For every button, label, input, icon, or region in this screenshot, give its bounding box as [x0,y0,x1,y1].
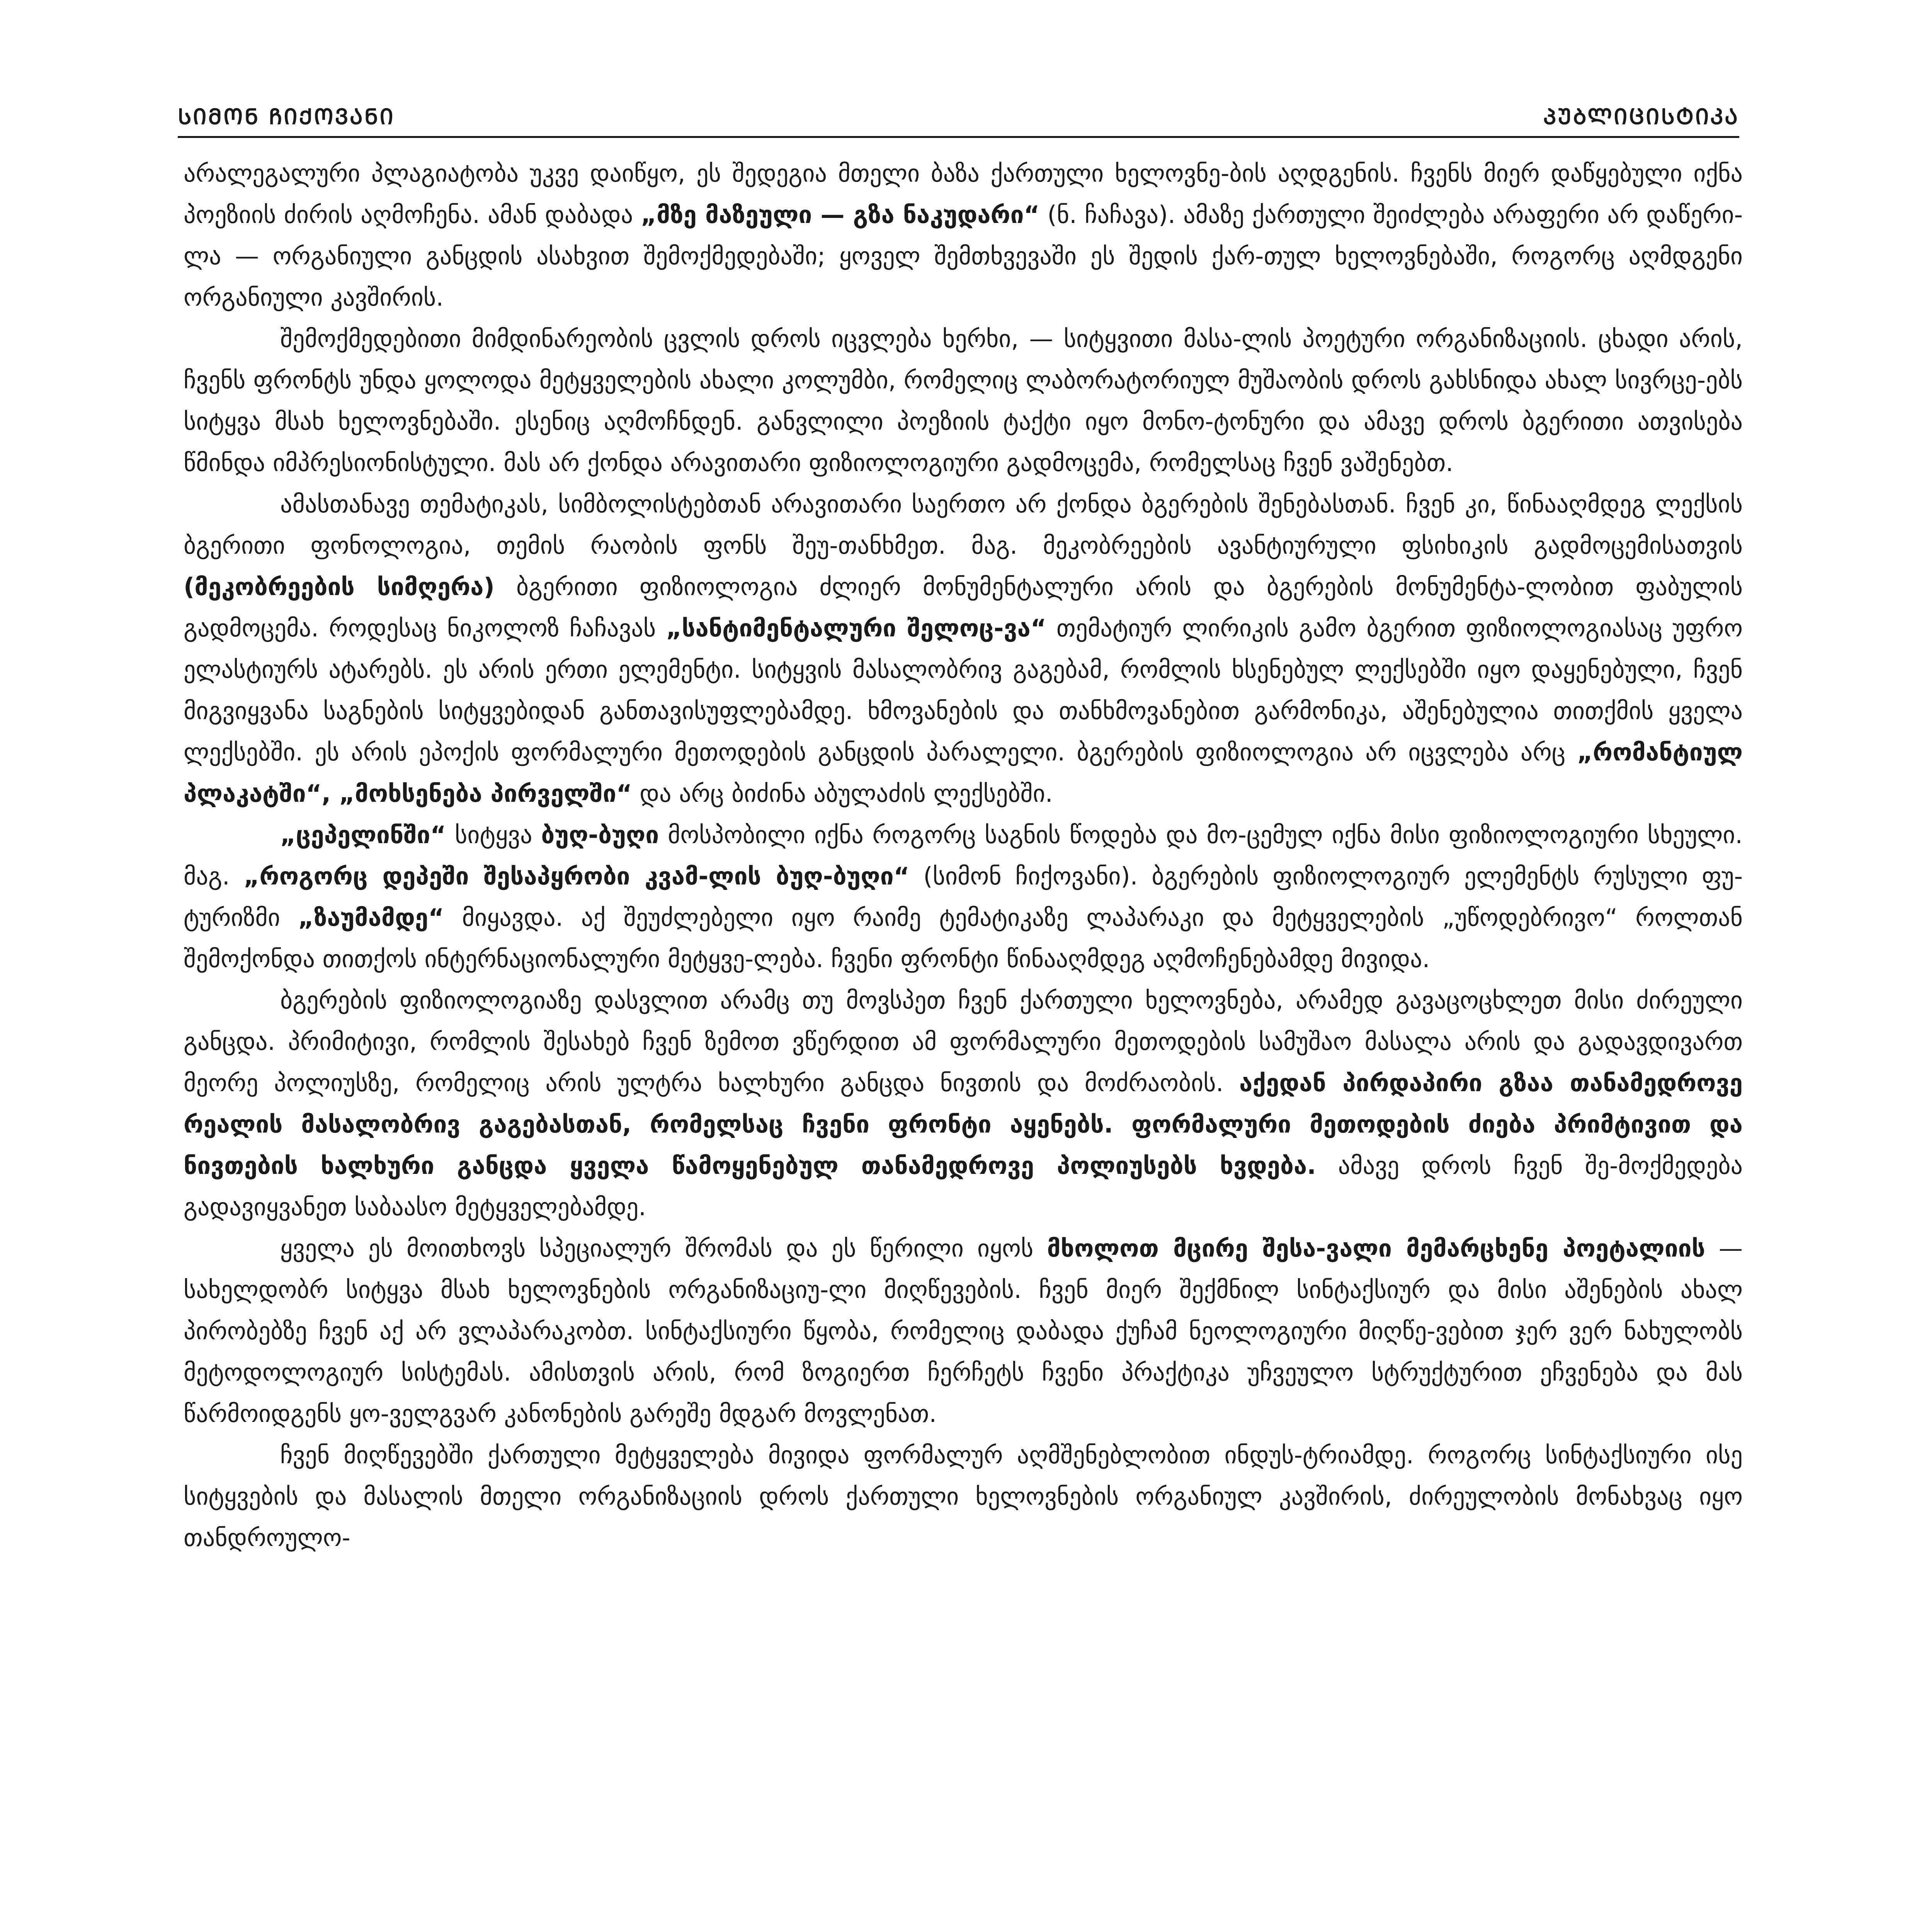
paragraph [184,980,1743,1228]
paragraph [184,1434,1743,1558]
header-section: ᲞᲣᲑᲚᲘᲪᲘᲡᲢᲘᲙᲐ [1543,104,1739,129]
text-run: მიყავდა. აქ შეუძლებელი იყო რაიმე ტემატიკაზე ლაპარაკი და მეტყველების „უწოდებრივო“ როლთან შემოქონდა თითქოს ინტერნაციონალური მეტყვე-ლება. ჩვენი ფრონტი წინააღმდეგ აღმოჩენებამდე მივიდა. [184,903,1743,973]
bold-text-run: „ცეპელინში“ [280,821,446,849]
text-run: (ნ. ჩაჩავა). ამაზე ქართული შეიძლება არაფერი არ დაწერი-ლა — ორგანიული განცდის ასახვით შემოქმედებაში; ყოველ შემთხვევაში ეს შედის ქარ-თულ ხელოვნებაში, როგორც აღმდგენი ორგანიული კავშირის. [184,201,1743,311]
bold-text-run: (მეკობრეების სიმღერა) [184,573,495,601]
header-rule [178,136,1739,138]
text-run: სიტყვა [446,821,541,849]
running-header [178,100,1739,131]
paragraph [184,483,1743,814]
bold-text-run: აქედან პირდაპირი გზაა თანამედროვე რეალის მასალობრივ გაგებასთან, რომელსაც ჩვენი ფრონტი აყენებს. ფორმალური მეთოდების ძიება პრიმტივით და ნივთების ხალხური განცდა ყველა წამოყენებულ თანამედროვე პოლიუსებს ხვდება. [184,1069,1743,1180]
bold-text-run: „როგორც დეპეში შესაპყრობი კვამ-ლის ბუღ-ბუღი“ [243,862,910,890]
text-run: შემოქმედებითი მიმდინარეობის ცვლის დროს იცვლება ხერხი, — სიტყვითი მასა-ლის პოეტური ორგანიზაციის. ცხადი არის, ჩვენს ფრონტს უნდა ყოლოდა მეტყველების ახალი კოლუმბი, რომელიც ლაბორატორიულ მუშაობის დროს გახსნიდა ახალ სივრცე-ებს სიტყვა მსახ ხელოვნებაში. ესენიც აღმოჩნდენ. განვლილი პოეზიის ტაქტი იყო მონო-ტონური და ამავე დროს ბგერითი ათვისება წმინდა იმპრესიონისტული. მას არ ქონდა არავითარი ფიზიოლოგიური გადმოცემა, რომელსაც ჩვენ ვაშენებთ. [184,325,1743,477]
paragraph [184,318,1743,483]
paragraph [184,814,1743,980]
text-run: ბგერების ფიზიოლოგიაზე დასვლით არამც თუ მოვსპეთ ჩვენ ქართული ხელოვნება, არამედ გავაცოცხლეთ მისი ძირეული განცდა. პრიმიტივი, რომლის შესახებ ჩვენ ზემოთ ვწერდით ამ ფორმალური მეთოდების სამუშაო მასალა არის და გადავდივართ მეორე პოლიუსზე, რომელიც არის ულტრა ხალხური განცდა ნივთის და მოძრაობის. [184,986,1743,1097]
bold-text-run: „რომანტიულ პლაკატში“, „მოხსენება პირველში“ [184,738,1743,808]
bold-text-run: „ზაუმამდე“ [298,903,444,932]
bold-text-run: ბუღ-ბუღი [541,821,659,849]
text-run: მოსპობილი იქნა როგორც საგნის წოდება და მო-ცემულ იქნა მისი ფიზიოლოგიური სხეული. მაგ. [184,821,1743,890]
text-run: ჩვენ მიღწევებში ქართული მეტყველება მივიდა ფორმალურ აღმშენებლობით ინდუს-ტრიამდე. როგორც სინტაქსიური ისე სიტყვების და მასალის მთელი ორგანიზაციის დროს ქართული ხელოვნების ორგანიულ კავშირის, ძირეულობის მონახვაც იყო თანდროულო- [184,1441,1743,1552]
bold-text-run: მხოლოთ მცირე შესა-ვალი მემარცხენე პოეტალიის [1047,1234,1705,1262]
paragraph [184,1228,1743,1434]
text-run: (სიმონ ჩიქოვანი). ბგერების ფიზიოლოგიურ ელემენტს რუსული ფუ-ტურიზმი [184,862,1743,932]
bold-text-run: „მზე მაზეული — გზა ნაკუდარი“ [641,201,1040,229]
paragraph [184,153,1743,318]
header-author: ᲡᲘᲛᲝᲜ ᲩᲘᲥᲝᲕᲐᲜᲘ [178,104,395,129]
bold-text-run: „სანტიმენტალური შელოც-ვა“ [666,614,1046,642]
text-run: — სახელდობრ სიტყვა მსახ ხელოვნების ორგანიზაციუ-ლი მიღწევების. ჩვენ მიერ შექმნილ სინტაქსიურ და მისი აშენების ახალ პირობებზე ჩვენ აქ არ ვლაპარაკობთ. სინტაქსიური წყობა, რომელიც დაბადა ქუჩამ ნეოლოგიური მიღწე-ვებით ჯერ ვერ ნახულობს მეტოდოლოგიურ სისტემას. ამისთვის არის, რომ ზოგიერთ ჩერჩეტს ჩვენი პრაქტიკა უჩვეულო სტრუქტურით ეჩვენება და მას წარმოიდგენს ყო-ველგვარ კანონების გარეშე მდგარ მოვლენათ. [184,1234,1743,1428]
text-run: თემატიურ ლირიკის გამო ბგერით ფიზიოლოგიასაც უფრო ელასტიურს ატარებს. ეს არის ერთი ელემენტი. სიტყვის მასალობრივ გაგებამ, რომლის ხსენებულ ლექსებში იყო დაყენებული, ჩვენ მიგვიყვანა საგნების სიტყვებიდან განთავისუფლებამდე. ხმოვანების და თანხმოვანებით გარმონიკა, აშენებულია თითქმის ყველა ლექსებში. ეს არის ეპოქის ფორმალური მეთოდების განცდის პარალელი. ბგერების ფიზიოლოგია არ იცვლება არც [184,614,1743,766]
article-body [184,153,1743,1932]
text-run: ამავე დროს ჩვენ შე-მოქმედება გადავიყვანეთ საბაასო მეტყველებამდე. [184,1151,1743,1221]
text-run: არალეგალური პლაგიატობა უკვე დაიწყო, ეს შედეგია მთელი ბაზა ქართული ხელოვნე-ბის აღდგენის. ჩვენს მიერ დაწყებული იქნა პოეზიის ძირის აღმოჩენა. ამან დაბადა [184,159,1743,229]
text-run: ამასთანავე თემატიკას, სიმბოლისტებთან არავითარი საერთო არ ქონდა ბგერების შენებასთან. ჩვენ კი, წინააღმდეგ ლექსის ბგერითი ფონოლოგია, თემის რაობის ფონს შეუ-თანხმეთ. მაგ. მეკობრეების ავანტიურული ფსიხიკის გადმოცემისათვის [184,490,1743,560]
text-run: და არც ბიძინა აბულაძის ლექსებში. [632,779,1053,808]
text-run: ბგერითი ფიზიოლოგია ძლიერ მონუმენტალური არის და ბგერების მონუმენტა-ლობით ფაბულის გადმოცემა. როდესაც ნიკოლოზ ჩაჩავას [184,573,1743,642]
text-run: ყველა ეს მოითხოვს სპეციალურ შრომას და ეს წერილი იყოს [280,1234,1047,1262]
